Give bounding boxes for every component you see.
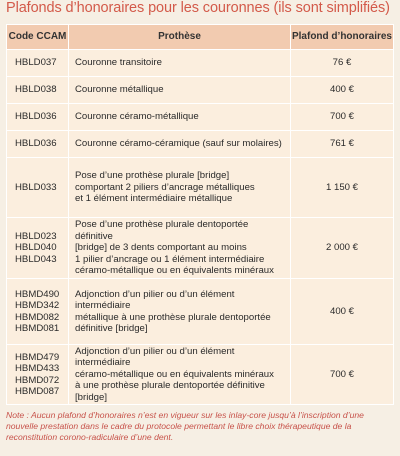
description-cell — [69, 158, 291, 218]
code-cell — [7, 345, 69, 405]
description-line: Adjonction d’un pilier ou d’un élément intermédiaire — [75, 345, 235, 369]
amount-cell: 2 000 € — [291, 218, 394, 279]
code-line: HBMD087 — [15, 385, 60, 397]
fee-ceiling-table — [6, 24, 394, 405]
code-line: HBLD023 — [15, 230, 57, 242]
table-header-row — [7, 25, 394, 50]
description-line: comportant 2 piliers d’ancrage métalliques — [75, 181, 255, 193]
code-cell — [7, 77, 69, 104]
table-row — [7, 77, 394, 104]
code-line: HBMD490 — [15, 288, 60, 300]
amount-cell: 1 150 € — [291, 158, 394, 218]
code-line: HBMD081 — [15, 322, 60, 334]
description-line: [bridge] de 3 dents comportant au moins — [75, 242, 247, 254]
page-title: Plafonds d’honoraires pour les couronnes (ils sont simplifiés) — [6, 0, 390, 16]
table-row — [7, 131, 394, 158]
code-cell — [7, 218, 69, 279]
description-line: et 1 élément intermédiaire métallique — [75, 193, 233, 205]
description-line: Pose d’une prothèse plurale dentoportée définitive — [75, 219, 249, 242]
header-prothese: Prothèse — [69, 25, 291, 50]
description-line: à une prothèse plurale dentoportée définitive [bridge] — [75, 380, 265, 403]
amount-cell: 761 € — [291, 131, 394, 158]
description-cell — [69, 77, 291, 104]
description-line: Couronne céramo-céramique (sauf sur molaires) — [75, 138, 282, 150]
code-line: HBMD082 — [15, 311, 60, 323]
description-line: Adjonction d’un pilier ou d’un élément intermédiaire — [75, 288, 235, 312]
amount-cell: 76 € — [291, 50, 394, 77]
amount-cell: 400 € — [291, 77, 394, 104]
amount-cell: 700 € — [291, 345, 394, 405]
code-cell — [7, 158, 69, 218]
code-line: HBLD036 — [15, 138, 57, 150]
code-line: HBLD040 — [15, 242, 57, 254]
code-line: HBMD479 — [15, 351, 60, 363]
code-line: HBMD342 — [15, 300, 60, 312]
description-line: Couronne céramo-métallique — [75, 111, 199, 123]
code-line: HBMD072 — [15, 374, 60, 386]
code-line: HBLD043 — [15, 253, 57, 265]
table-row — [7, 345, 394, 405]
description-line: définitive [bridge] — [75, 322, 148, 334]
table-row — [7, 50, 394, 77]
code-cell — [7, 131, 69, 158]
description-line: Pose d’une prothèse plurale [bridge] — [75, 170, 230, 182]
amount-cell: 700 € — [291, 104, 394, 131]
table-row — [7, 218, 394, 279]
description-line: Couronne métallique — [75, 84, 164, 96]
description-cell — [69, 50, 291, 77]
header-code-ccam: Code CCAM — [7, 25, 69, 50]
description-line: céramo-métallique ou en équivalents minéraux — [75, 368, 274, 380]
description-line: céramo-métallique ou en équivalents minéraux — [75, 265, 274, 277]
code-line: HBLD037 — [15, 57, 57, 69]
code-cell — [7, 50, 69, 77]
description-cell — [69, 345, 291, 405]
code-cell — [7, 104, 69, 131]
description-cell — [69, 104, 291, 131]
description-cell — [69, 218, 291, 279]
table-row — [7, 104, 394, 131]
code-line: HBMD433 — [15, 363, 60, 375]
footnote: Note : Aucun plafond d’honoraires n’est en vigueur sur les inlay-core jusqu’à l’inscription d’une nouvelle prestation dans le cadre du protocole permettant le libre choix thérapeutique de la reconstitution corono-radiculaire d’une dent. — [6, 410, 364, 442]
code-cell — [7, 279, 69, 345]
description-line: Couronne transitoire — [75, 57, 162, 69]
description-line: 1 pilier d’ancrage ou 1 élément intermédiaire — [75, 253, 265, 265]
amount-cell: 400 € — [291, 279, 394, 345]
table-row — [7, 158, 394, 218]
description-cell — [69, 131, 291, 158]
header-plafond: Plafond d’honoraires — [291, 25, 394, 50]
code-line: HBLD036 — [15, 111, 57, 123]
table-row — [7, 279, 394, 345]
code-line: HBLD033 — [15, 181, 57, 193]
code-line: HBLD038 — [15, 84, 57, 96]
description-line: métallique à une prothèse plurale dentoportée — [75, 311, 271, 323]
description-cell — [69, 279, 291, 345]
